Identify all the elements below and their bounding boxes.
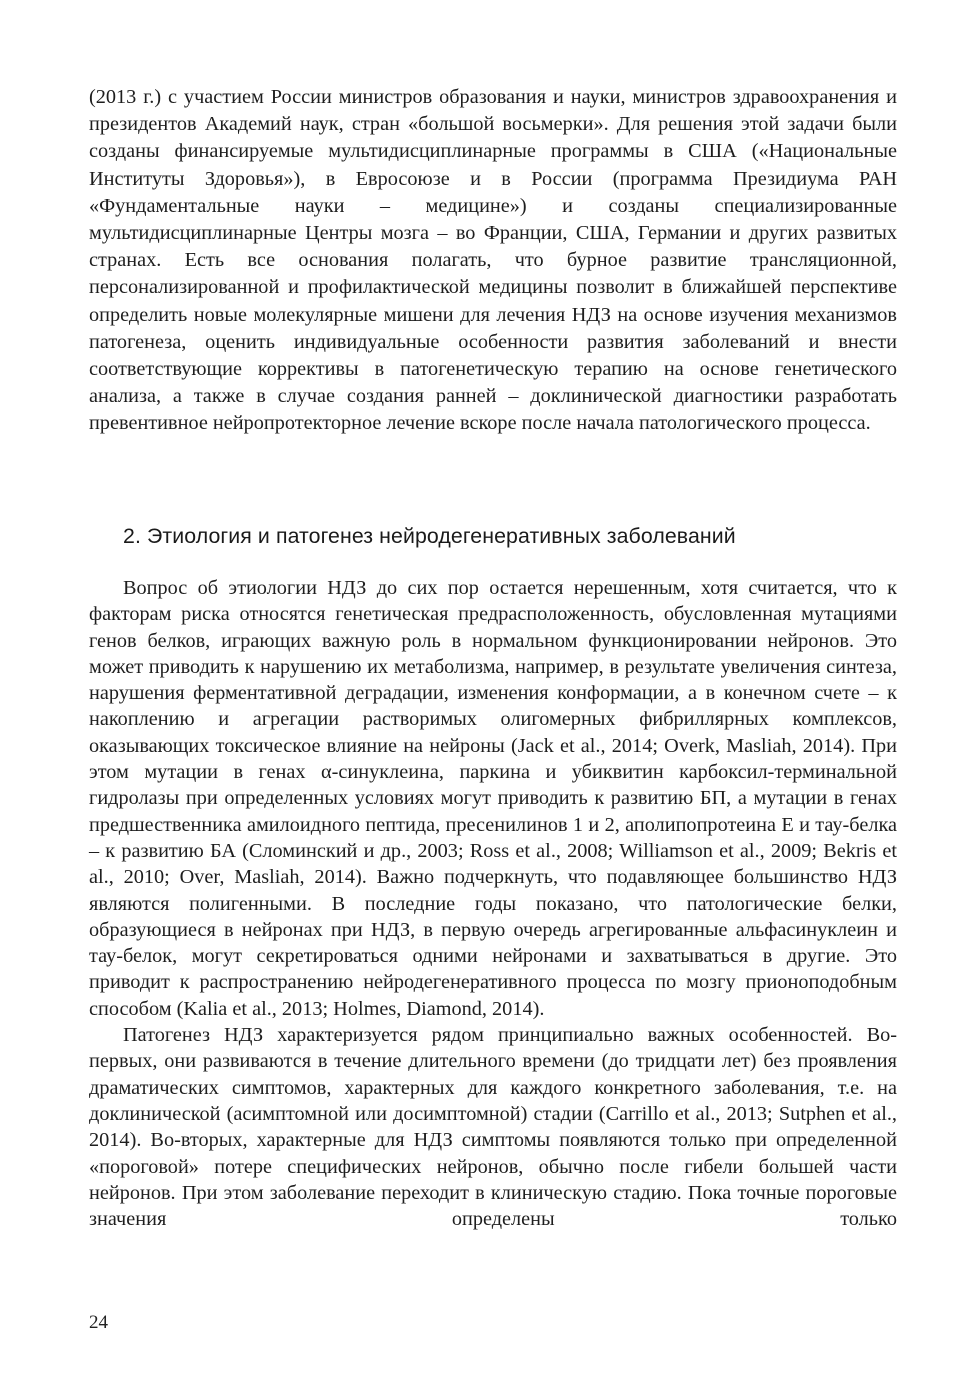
section-heading: 2. Этиология и патогенез нейродегенеративных заболеваний: [123, 524, 736, 548]
intro-paragraph: (2013 г.) с участием России министров образования и науки, министров здравоохранения и президентов Академий наук, стран «большой восьмерки». Для решения этой задачи были созданы финансируемые мультидисциплинарные программы в США («Национальные Институты Здоровья»), в Евросоюзе и в России (программа Президиума РАН «Фундаментальные науки – медицине») и созданы специализированные мультидисциплинарные Центры мозга – во Франции, США, Германии и других развитых странах. Есть все основания полагать, что бурное развитие трансляционной, персонализированной и профилактической медицины позволит в ближайшей перспективе определить новые молекулярные мишени для лечения НДЗ на основе изучения механизмов патогенеза, оценить индивидуальные особенности развития заболеваний и внести соответствующие коррективы в патогенетическую терапию на основе генетического анализа, а также в случае создания ранней – доклинической диагностики разработать превентивное нейропротекторное лечение вскоре после начала патологического процесса.: [89, 86, 897, 435]
section-body: [89, 575, 897, 1232]
pathogenesis-paragraph: Патогенез НДЗ характеризуется рядом принципиально важных особенностей. Во-первых, они развиваются в течение длительного времени (до тридцати лет) без проявления драматических симптомов, характерных для каждого конкретного заболевания, т.е. на доклинической (асимптомной или досимптомной) стадии (Carrillo et al., 2013; Sutphen et al., 2014). Во-вторых, характерные для НДЗ симптомы появляются только при определенной «пороговой» потере специфических нейронов, обычно после гибели большей части нейронов. При этом заболевание переходит в клиническую стадию. Пока точные пороговые значения определены только: [89, 1024, 897, 1231]
etiology-paragraph: Вопрос об этиологии НДЗ до сих пор остается нерешенным, хотя считается, что к факторам риска относятся генетическая предрасположенность, обусловленная мутациями генов белков, играющих важную роль в нормальном функционировании нейронов. Это может приводить к нарушению их метаболизма, например, в результате увеличения синтеза, нарушения ферментативной деградации, изменения конформации, а в конечном счете – к накоплению и агрегации растворимых олигомерных фибриллярных комплексов, оказывающих токсическое влияние на нейроны (Jack et al., 2014; Overk, Masliah, 2014). При этом мутации в генах α-синуклеина, паркина и убиквитин карбоксил-терминальной гидролазы при определенных условиях могут приводить к развитию БП, а мутации в генах предшественника амилоидного пептида, пресенилинов 1 и 2, аполипопротеина Е и тау-белка – к развитию БА (Сломинский и др., 2003; Ross et al., 2008; Williamson et al., 2009; Bekris et al., 2010; Over, Masliah, 2014). Важно подчеркнуть, что подавляющее большинство НДЗ являются полигенными. В последние годы показано, что патологические белки, образующиеся в нейронах при НДЗ, в первую очередь агрегированные альфасинуклеин и тау-белок, могут секретироваться одними нейронами и захватываться в другие. Это приводит к распространению нейродегенеративного процесса по мозгу прионоподобным способом (Kalia et al., 2013; Holmes, Diamond, 2014).: [89, 577, 897, 1020]
page-number: 24: [89, 1312, 108, 1333]
